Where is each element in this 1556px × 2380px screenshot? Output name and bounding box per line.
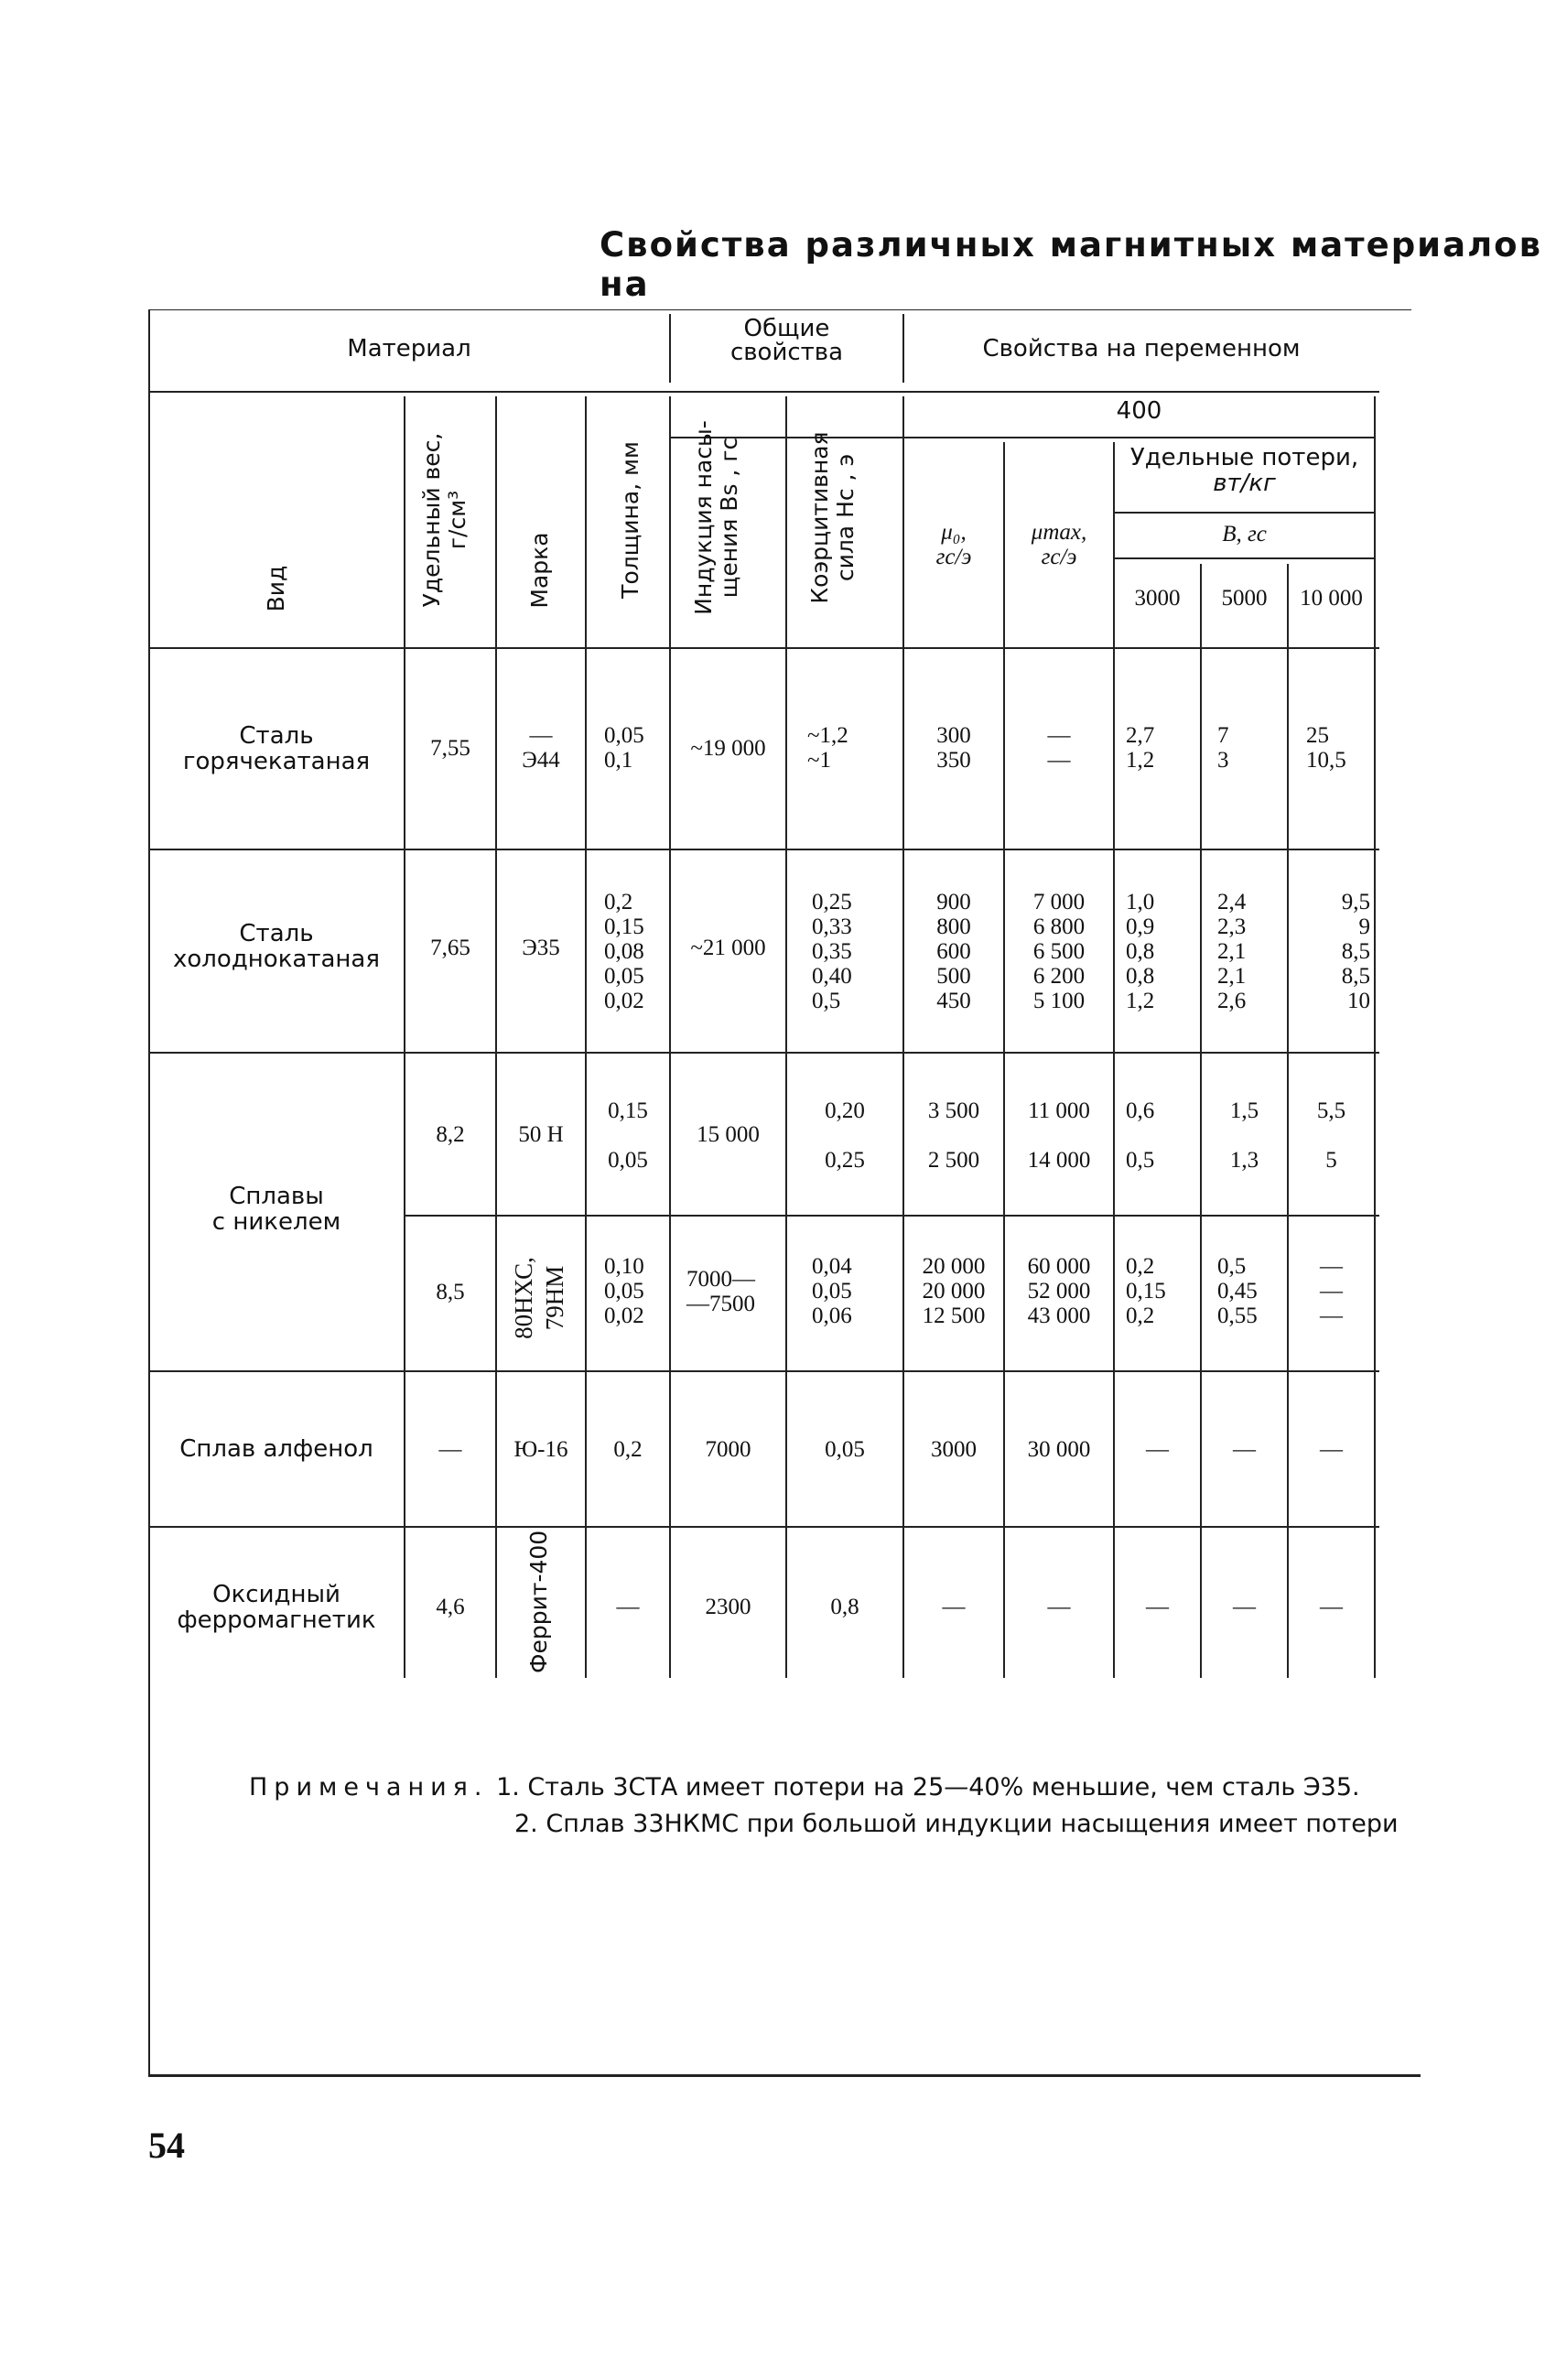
table-row-2-b10000-v5: 10 [1347,989,1370,1013]
table-row-1-b5000-v2: 3 [1217,748,1229,773]
table-row-1-marka [496,723,586,773]
table-row-1-vid-line1: Сталь [239,722,314,750]
notes-label: Примечания. [249,1773,489,1801]
table-row-2-mumax [1004,890,1114,1013]
note-2: 2. Сплав 33НКМС при большой индукции насыщения имеет потери [514,1810,1399,1838]
table-row-2-coercive-v1: 0,25 [812,890,852,914]
table-row-3b-mu0-v1: 20 000 [922,1254,986,1279]
table-row-1-coercive [807,723,881,773]
header-coercive-line2: сила Hc , э [832,453,859,582]
table-row-3-vid-line1: Сплавы [229,1183,324,1210]
table-row-1-coercive-v1: ~1,2 [807,723,848,748]
table-row-5-density: 4,6 [436,1595,465,1619]
header-density-line1: Удельный вес, [418,432,445,608]
header-mumax [1004,520,1114,569]
table-row-3b-mu0-v3: 12 500 [922,1304,986,1328]
table-row-2-mumax-v2: 6 800 [1032,914,1086,939]
table-row-2-b5000 [1217,890,1281,1013]
table-row-3b-thickness [604,1254,668,1328]
table-row-3b-b3000 [1126,1254,1199,1328]
table-row-2-b10000-v3: 8,5 [1341,939,1370,964]
table-row-3b-b10000-v2: — [1320,1279,1343,1304]
table-row-2-mu0-v1: 900 [936,890,971,914]
table-row-3a-mumax-v1: 11 000 [1028,1098,1090,1123]
header-thickness: Толщина, мм [617,441,643,599]
table-row-2-b5000-v2: 2,3 [1217,914,1247,939]
header-losses [1114,445,1375,496]
table-row-3a-thickness-v2: 0,05 [608,1148,648,1173]
header-mumax-line1: μmax, [1031,520,1087,545]
table-row-1-b5000 [1217,723,1281,773]
table-row-3b-induction-line2: —7500 [686,1292,755,1316]
table-row-5-induction: 2300 [705,1595,751,1619]
table-row-2-b5000-v3: 2,1 [1217,939,1247,964]
table-row-2-thickness-v2: 0,15 [604,914,644,939]
table-row-2-vid [148,921,405,972]
table-row-1-mumax-v2: — [1047,748,1071,773]
table-row-3a-mu0-v2: 2 500 [927,1148,980,1173]
table-row-4-induction: 7000 [705,1437,751,1462]
header-induction-line1: Индукция насы- [690,420,717,615]
table-row-1-marka-line1: — [529,723,553,748]
table-notes [249,1769,1399,1843]
table-row-4-b10000: — [1320,1437,1343,1462]
table-row-1-b10000-v2: 10,5 [1306,748,1346,773]
table-row-3b-mumax-v2: 52 000 [1027,1279,1091,1304]
table-row-3b-b5000-v2: 0,45 [1217,1279,1258,1304]
table-row-3a-mu0-v1: 3 500 [927,1098,980,1123]
table-row-3b-coercive [812,1254,885,1328]
header-density-line2: г/см³ [444,490,470,550]
table-row-4-b3000: — [1146,1437,1169,1462]
table-row-1-thickness-v2: 0,1 [604,748,633,773]
table-row-2-mu0-v4: 500 [936,964,971,989]
table-row-2-density: 7,65 [430,936,470,960]
table-row-2-coercive-v4: 0,40 [812,964,852,989]
table-row-1-vid [148,723,405,774]
table-row-3b-density: 8,5 [436,1280,465,1304]
table-row-2-thickness-v1: 0,2 [604,890,633,914]
header-b10000: 10 000 [1300,586,1363,611]
header-general [670,317,903,364]
table-row-2-thickness [604,890,668,1013]
table-row-1-thickness [604,723,668,773]
table-row-3b-mumax [1004,1254,1114,1328]
table-row-2-vid-line1: Сталь [239,920,314,947]
table-row-3a-b3000-v2: 0,5 [1126,1148,1155,1173]
table-row-3b-coercive-v3: 0,06 [812,1304,852,1328]
note-line-1 [249,1769,1399,1806]
table-row-1-b10000-v1: 25 [1306,723,1329,748]
table-row-2-mu0-v3: 600 [936,939,971,964]
header-mu0 [903,520,1004,569]
page-frame-bottom-rule [148,2074,1421,2077]
table-row-3a-b3000-v1: 0,6 [1126,1098,1155,1123]
table-row-3a-coercive-v2: 0,25 [825,1148,865,1173]
header-induction [691,401,742,634]
table-row-1-b3000 [1126,723,1199,773]
table-row-3a-marka: 50 Н [518,1122,564,1147]
table-row-3-vid-line2: с никелем [211,1208,341,1236]
table-row-3b-b5000-v1: 0,5 [1217,1254,1247,1279]
table-row-3a-coercive-v1: 0,20 [825,1098,865,1123]
table-row-1-mu0-v1: 300 [936,723,971,748]
table-row-3b-thickness-v3: 0,02 [604,1304,644,1328]
table-row-1-vid-line2: горячекатаная [182,748,371,775]
header-losses-line2: вт/кг [1213,470,1276,497]
table-row-5-coercive: 0,8 [830,1595,859,1619]
table-row-5-marka: Феррит-400 [525,1530,552,1673]
table-row-2-coercive-v5: 0,5 [812,989,841,1013]
table-row-2-mumax-v1: 7 000 [1032,890,1086,914]
table-row-2-b5000-v5: 2,6 [1217,989,1247,1013]
header-marka: Марка [526,532,553,609]
table-row-4-mumax: 30 000 [1027,1437,1091,1462]
note-1: 1. Сталь 3СТА имеет потери на 25—40% меньшие, чем сталь Э35. [496,1773,1360,1801]
table-row-1-thickness-v1: 0,05 [604,723,644,748]
table-row-5-thickness: — [616,1595,640,1619]
table-row-3b-marka-line1: 80НХС, [510,1257,537,1339]
magnetic-materials-table [148,309,1411,1682]
table-row-2-b10000 [1315,890,1370,1013]
table-row-3b-mumax-v3: 43 000 [1027,1304,1091,1328]
header-b3000: 3000 [1134,586,1181,611]
table-row-2-mumax-v4: 6 200 [1032,964,1086,989]
table-row-3b-mu0 [903,1254,1004,1328]
header-mu0-line1: μ₀, [941,520,967,545]
header-alternating: Свойства на переменном [982,335,1301,362]
table-row-3b-mumax-v1: 60 000 [1027,1254,1091,1279]
table-row-1-mu0 [903,723,1004,773]
table-row-1-induction: ~19 000 [690,736,766,761]
table-row-5-b10000: — [1320,1595,1343,1619]
header-general-line1: Общие [743,315,830,342]
table-row-2-b5000-v1: 2,4 [1217,890,1247,914]
table-row-4-coercive: 0,05 [825,1437,865,1462]
header-losses-line1: Удельные потери, [1129,444,1359,471]
table-row-3b-b5000 [1217,1254,1281,1328]
table-row-5-mumax: — [1047,1595,1071,1619]
header-vid: Вид [263,565,289,612]
table-row-2-b3000-v2: 0,9 [1126,914,1155,939]
table-row-2-thickness-v4: 0,05 [604,964,644,989]
table-row-3b-b3000-v3: 0,2 [1126,1304,1155,1328]
table-row-3a-b5000-v1: 1,5 [1229,1098,1259,1123]
table-row-3b-marka [508,1234,570,1362]
table-row-3a-density: 8,2 [436,1122,465,1147]
header-general-line2: свойства [729,339,844,366]
table-row-3a-thickness-v1: 0,15 [608,1098,648,1123]
table-row-3b-b10000 [1288,1254,1375,1328]
table-row-1-mu0-v2: 350 [936,748,971,773]
table-row-3b-mu0-v2: 20 000 [922,1279,986,1304]
table-row-3b-induction [686,1267,778,1316]
table-row-2-b3000-v5: 1,2 [1126,989,1155,1013]
table-row-2-mumax-v5: 5 100 [1032,989,1086,1013]
table-row-4-density: — [438,1437,462,1462]
table-row-2-marka: Э35 [522,936,560,960]
table-row-3b-b5000-v3: 0,55 [1217,1304,1258,1328]
table-row-3a-b5000-v2: 1,3 [1229,1148,1259,1173]
header-material: Материал [347,335,471,362]
table-row-2-b3000-v1: 1,0 [1126,890,1155,914]
table-row-2-coercive-v2: 0,33 [812,914,852,939]
table-row-2-b10000-v4: 8,5 [1341,964,1370,989]
table-row-5-b3000: — [1146,1595,1169,1619]
table-row-3b-b3000-v2: 0,15 [1126,1279,1166,1304]
table-row-3a-b10000-v2: 5 [1325,1148,1337,1173]
table-row-2-b3000-v4: 0,8 [1126,964,1155,989]
header-induction-line2: щения Bs , гс [716,437,742,599]
table-row-3b-b10000-v1: — [1320,1254,1343,1279]
table-row-2-vid-line2: холоднокатаная [173,946,380,973]
header-coercive [807,401,859,634]
table-row-4-vid: Сплав алфенол [179,1435,373,1463]
table-row-1-b3000-v2: 1,2 [1126,748,1155,773]
table-row-2-mu0-v2: 800 [936,914,971,939]
table-row-3b-coercive-v1: 0,04 [812,1254,852,1279]
table-row-2-b10000-v1: 9,5 [1341,890,1370,914]
table-row-2-b5000-v4: 2,1 [1217,964,1247,989]
table-row-2-b10000-v2: 9 [1358,914,1370,939]
table-row-3-vid [148,1184,405,1235]
table-row-3b-thickness-v2: 0,05 [604,1279,644,1304]
header-b5000: 5000 [1221,586,1268,611]
table-row-2-b3000-v3: 0,8 [1126,939,1155,964]
table-row-3b-coercive-v2: 0,05 [812,1279,852,1304]
table-row-1-mumax [1004,723,1114,773]
table-row-3b-thickness-v1: 0,10 [604,1254,644,1279]
table-row-2-mumax-v3: 6 500 [1032,939,1086,964]
table-row-3a-mumax-v2: 14 000 [1027,1148,1091,1173]
page-number: 54 [148,2125,185,2166]
table-row-4-marka: Ю-16 [513,1437,568,1462]
table-row-1-density: 7,55 [430,736,470,761]
table-row-1-b5000-v1: 7 [1217,723,1229,748]
table-row-3b-b10000-v3: — [1320,1304,1343,1328]
table-row-1-marka-line2: Э44 [522,748,560,773]
header-B: B, гс [1222,522,1267,546]
header-frequency: 400 [1116,397,1162,425]
page-title: Свойства различных магнитных материалов на [600,225,1543,304]
table-row-1-b10000 [1306,723,1370,773]
table-row-1-b3000-v1: 2,7 [1126,723,1155,748]
table-row-2-thickness-v3: 0,08 [604,939,644,964]
table-row-2-mu0-v5: 450 [936,989,971,1013]
table-row-2-thickness-v5: 0,02 [604,989,644,1013]
table-row-1-mumax-v1: — [1047,723,1071,748]
table-row-4-mu0: 3000 [931,1437,977,1462]
header-mu0-line2: гс/э [935,545,972,569]
header-coercive-line1: Коэрцитивная [806,431,833,604]
table-row-4-thickness: 0,2 [613,1437,643,1462]
table-row-1-coercive-v2: ~1 [807,748,832,773]
table-row-5-vid [148,1582,405,1633]
table-row-2-induction: ~21 000 [690,936,766,960]
table-row-3a-induction: 15 000 [697,1122,760,1147]
table-row-5-vid-line1: Оксидный [212,1581,340,1608]
table-row-2-coercive [812,890,885,1013]
table-row-5-mu0: — [942,1595,966,1619]
table-row-5-b5000: — [1233,1595,1256,1619]
table-row-4-b5000: — [1233,1437,1256,1462]
header-density [419,406,470,634]
table-row-2-coercive-v3: 0,35 [812,939,852,964]
header-mumax-line2: гс/э [1041,545,1077,569]
table-row-3b-marka-line2: 79НМ [541,1265,568,1331]
table-row-2-b3000 [1126,890,1199,1013]
table-row-3a-b10000-v1: 5,5 [1316,1098,1346,1123]
table-row-2-mu0 [903,890,1004,1013]
table-row-3b-b3000-v1: 0,2 [1126,1254,1155,1279]
table-row-5-vid-line2: ферромагнетик [177,1606,376,1634]
table-row-3b-induction-line1: 7000— [686,1267,755,1292]
